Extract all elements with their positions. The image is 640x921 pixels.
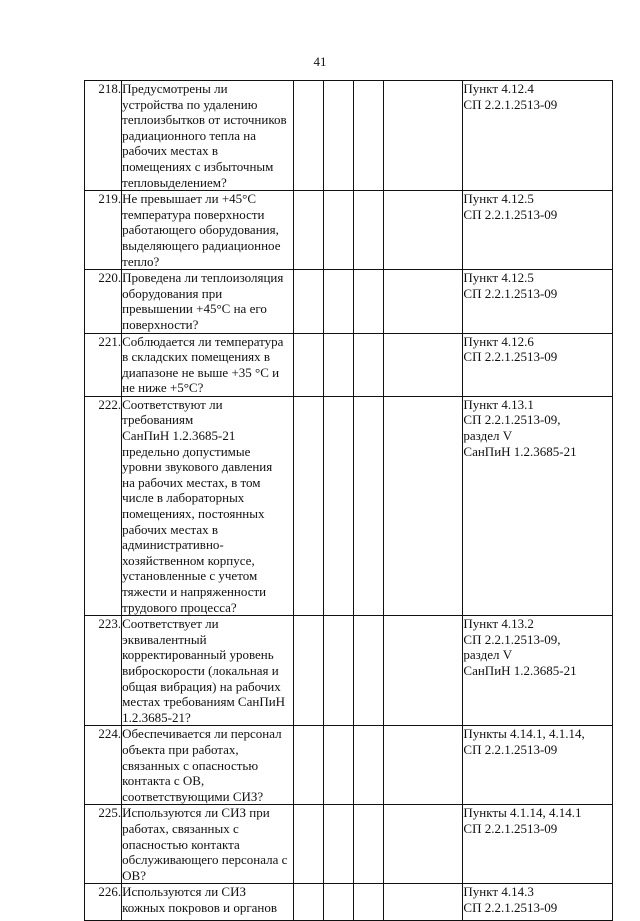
answer-cell-1	[293, 191, 323, 270]
table-row	[85, 333, 613, 396]
regulation-reference	[463, 191, 613, 270]
page-number: 41	[313, 54, 327, 69]
answer-cell-4	[384, 805, 463, 884]
reference-line: Пункт 4.13.2	[463, 616, 534, 632]
answer-cell-2	[323, 81, 353, 191]
table-row	[85, 616, 613, 726]
reference-line: СанПиН 1.2.3685-21	[463, 443, 577, 459]
question-line: виброскорости (локальная и	[122, 662, 279, 678]
answer-cell-1	[293, 726, 323, 805]
reference-line: СП 2.2.1.2513-09,	[463, 631, 561, 647]
row-number: 222.	[85, 396, 122, 615]
answer-cell-2	[323, 616, 353, 726]
regulation-reference	[463, 884, 613, 921]
question-line: выделяющего радиационное	[122, 237, 281, 253]
question-line: в складских помещениях в	[122, 349, 271, 365]
requirement-question	[122, 191, 294, 270]
answer-cell-3	[354, 333, 384, 396]
reference-line: Пункт 4.13.1	[463, 396, 534, 412]
question-line: не ниже +5°С?	[122, 380, 204, 396]
reference-line: СанПиН 1.2.3685-21	[463, 662, 577, 678]
requirement-question	[122, 884, 294, 921]
question-line: рабочих местах в	[122, 143, 219, 159]
row-number: 221.	[85, 333, 122, 396]
answer-cell-4	[384, 270, 463, 333]
answer-cell-4	[384, 81, 463, 191]
regulation-reference	[463, 616, 613, 726]
answer-cell-1	[293, 616, 323, 726]
row-number: 225.	[85, 805, 122, 884]
question-line: Используются ли СИЗ	[122, 884, 247, 900]
question-line: тепловыделением?	[122, 174, 227, 190]
question-line: общая вибрация) на рабочих	[122, 678, 281, 694]
reference-line: СП 2.2.1.2513-09	[463, 206, 558, 222]
reference-line: СП 2.2.1.2513-09,	[463, 412, 561, 428]
question-line: установленные с учетом	[122, 568, 258, 584]
row-number: 223.	[85, 616, 122, 726]
requirement-question	[122, 270, 294, 333]
answer-cell-1	[293, 884, 323, 921]
answer-cell-3	[354, 270, 384, 333]
reference-line: СП 2.2.1.2513-09	[463, 741, 558, 757]
regulation-reference	[463, 333, 613, 396]
question-line: местах требованиям СанПиН	[122, 694, 286, 710]
question-line: тепло?	[122, 253, 160, 269]
question-line: требованиям	[122, 412, 194, 428]
question-line: Соответствуют ли	[122, 396, 223, 412]
answer-cell-2	[323, 191, 353, 270]
answer-cell-2	[323, 726, 353, 805]
reference-line: Пункты 4.14.1, 4.1.14,	[463, 726, 585, 742]
answer-cell-3	[354, 884, 384, 921]
answer-cell-2	[323, 270, 353, 333]
reference-line: Пункты 4.1.14, 4.14.1	[463, 805, 582, 821]
requirement-question	[122, 726, 294, 805]
question-line: Используются ли СИЗ при	[122, 805, 270, 821]
question-line: радиационного тепла на	[122, 127, 256, 143]
answer-cell-3	[354, 191, 384, 270]
reference-line: СП 2.2.1.2513-09	[463, 899, 558, 915]
row-number: 224.	[85, 726, 122, 805]
question-line: на рабочих местах, в том	[122, 474, 261, 490]
question-line: опасностью контакта	[122, 836, 240, 852]
question-line: Предусмотрены ли	[122, 81, 228, 96]
question-line: числе в лабораторных	[122, 490, 245, 506]
question-line: хозяйственном корпусе,	[122, 552, 255, 568]
question-line: административно-	[122, 537, 224, 553]
question-line: Соблюдается ли температура	[122, 333, 284, 349]
checklist-table	[84, 80, 613, 921]
requirement-question	[122, 81, 294, 191]
question-line: превышении +45°С на его	[122, 301, 267, 317]
answer-cell-4	[384, 616, 463, 726]
question-line: СанПиН 1.2.3685-21	[122, 428, 236, 444]
answer-cell-2	[323, 884, 353, 921]
table-row	[85, 191, 613, 270]
reference-line: Пункт 4.12.6	[463, 333, 534, 349]
reference-line: Пункт 4.14.3	[463, 884, 534, 900]
question-line: Соответствует ли	[122, 616, 219, 632]
reference-line: Пункт 4.12.4	[463, 81, 534, 96]
regulation-reference	[463, 81, 613, 191]
reference-line: СП 2.2.1.2513-09	[463, 349, 558, 365]
question-line: уровни звукового давления	[122, 459, 273, 475]
reference-line: Пункт 4.12.5	[463, 270, 534, 286]
regulation-reference	[463, 805, 613, 884]
answer-cell-2	[323, 805, 353, 884]
question-line: рабочих местах в	[122, 521, 219, 537]
requirement-question	[122, 333, 294, 396]
question-line: помещениях с избыточным	[122, 158, 274, 174]
table-row	[85, 81, 613, 191]
question-line: эквивалентный	[122, 631, 207, 647]
answer-cell-1	[293, 396, 323, 615]
checklist-rows	[85, 81, 613, 921]
answer-cell-3	[354, 726, 384, 805]
regulation-reference	[463, 726, 613, 805]
question-line: Проведена ли теплоизоляция	[122, 270, 284, 286]
answer-cell-2	[323, 396, 353, 615]
question-line: объекта при работах,	[122, 741, 239, 757]
reference-line: раздел V	[463, 647, 513, 663]
requirement-question	[122, 805, 294, 884]
question-line: диапазоне не выше +35 °С и	[122, 364, 280, 380]
question-line: работах, связанных с	[122, 820, 239, 836]
row-number: 220.	[85, 270, 122, 333]
answer-cell-4	[384, 726, 463, 805]
table-row	[85, 270, 613, 333]
reference-line: Пункт 4.12.5	[463, 191, 534, 207]
answer-cell-3	[354, 396, 384, 615]
question-line: тяжести и напряженности	[122, 584, 267, 599]
question-line: трудового процесса?	[122, 599, 237, 615]
reference-line: СП 2.2.1.2513-09	[463, 820, 558, 836]
question-line: поверхности?	[122, 316, 199, 332]
answer-cell-1	[293, 333, 323, 396]
table-row	[85, 884, 613, 921]
question-line: кожных покровов и органов	[122, 899, 278, 915]
reference-line: раздел V	[463, 428, 513, 444]
answer-cell-3	[354, 805, 384, 884]
answer-cell-2	[323, 333, 353, 396]
question-line: устройства по удалению	[122, 96, 258, 112]
question-line: связанных с опасностью	[122, 757, 259, 773]
question-line: обслуживающего персонала с	[122, 852, 288, 868]
reference-line: СП 2.2.1.2513-09	[463, 285, 558, 301]
question-line: оборудования при	[122, 285, 223, 301]
answer-cell-1	[293, 81, 323, 191]
row-number: 219.	[85, 191, 122, 270]
table-row	[85, 805, 613, 884]
question-line: Не превышает ли +45°С	[122, 191, 257, 207]
answer-cell-4	[384, 884, 463, 921]
question-line: 1.2.3685-21?	[122, 709, 191, 725]
answer-cell-1	[293, 270, 323, 333]
answer-cell-1	[293, 805, 323, 884]
question-line: температура поверхности	[122, 206, 265, 222]
answer-cell-4	[384, 191, 463, 270]
regulation-reference	[463, 396, 613, 615]
requirement-question	[122, 616, 294, 726]
requirement-question	[122, 396, 294, 615]
question-line: помещениях, постоянных	[122, 506, 265, 522]
table-row	[85, 396, 613, 615]
row-number: 226.	[85, 884, 122, 921]
question-line: Обеспечивается ли персонал	[122, 726, 282, 742]
answer-cell-4	[384, 333, 463, 396]
answer-cell-3	[354, 616, 384, 726]
row-number: 218.	[85, 81, 122, 191]
regulation-reference	[463, 270, 613, 333]
reference-line: СП 2.2.1.2513-09	[463, 96, 558, 112]
question-line: теплоизбытков от источников	[122, 112, 287, 128]
question-line: предельно допустимые	[122, 443, 251, 459]
question-line: ОВ?	[122, 867, 146, 883]
answer-cell-4	[384, 396, 463, 615]
question-line: соответствующими СИЗ?	[122, 788, 264, 804]
question-line: контакта с ОВ,	[122, 773, 205, 789]
question-line: работающего оборудования,	[122, 222, 279, 238]
answer-cell-3	[354, 81, 384, 191]
question-line: корректированный уровень	[122, 647, 274, 663]
table-row	[85, 726, 613, 805]
